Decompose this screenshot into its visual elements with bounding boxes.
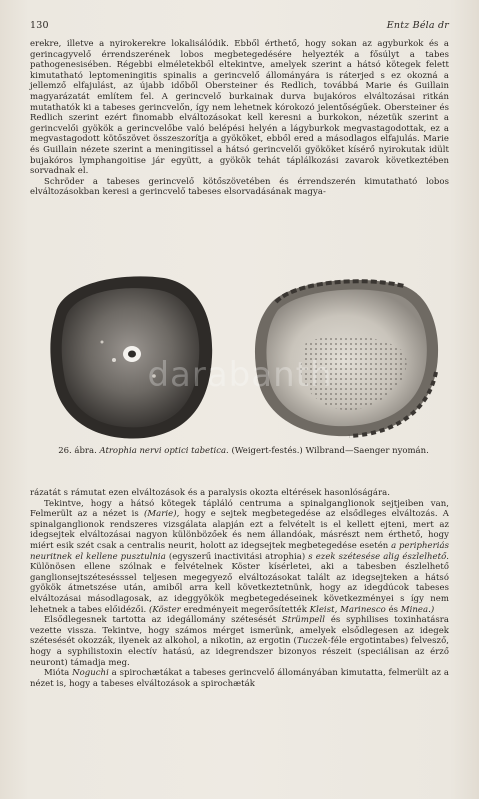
italic-run: (Marie),	[144, 509, 180, 520]
text-run: (egyszerű inactivitási atrophia)	[165, 551, 309, 562]
italic-run: s ezek szétesése alig észlelhető.	[308, 551, 449, 562]
figure-number: 26. ábra.	[58, 446, 97, 456]
watermark: darabanth	[147, 355, 333, 395]
italic-run: Strümpell	[281, 615, 326, 626]
bottom-text-block	[30, 488, 449, 689]
text-run: és	[385, 604, 401, 615]
figure-optic-nerve-sections	[44, 272, 444, 442]
italic-run: Tuczek	[296, 636, 328, 647]
italic-run: (Köster	[149, 604, 181, 615]
text-run: Tekintve, hogy a hátsó kötegek tápláló centruma a spinalganglionok sejtjeiben van, Felmerült az a nézet is	[30, 498, 449, 520]
right-section-image	[255, 280, 438, 436]
text-run: eredményeit megerősítették	[180, 604, 310, 615]
paragraph-continuation: rázatát s rámutat ezen elváltozások és a paralysis okozta eltérések hasonlóságára.	[30, 488, 391, 498]
left-section-image	[50, 276, 212, 438]
figure-caption	[46, 446, 441, 457]
italic-run: Minea.)	[400, 604, 435, 615]
figure-source: (Weigert-festés.) Wilbrand—Saenger nyomán.	[228, 446, 429, 456]
paragraph-strumpell	[30, 615, 449, 668]
page-number: 130	[30, 20, 49, 31]
top-text-block	[30, 39, 449, 198]
text-run: és syphilises toxinhatásra vezette vissza. Tekintve, hogy számos mérget ismerünk, amelyek elsődlegesen az idegek szétesését okozzák, ilyenek az alkohol, a nikotin, az ergotin (	[30, 615, 449, 647]
text-run: a spirochætákat a tabeses gerincvelő állományában kimutatta, felmerült az a nézet is, hogy a tabeses elváltozások a spirochæták	[30, 668, 449, 689]
text-run: Mióta	[44, 668, 73, 679]
paragraph-pathogenesis: erekre, illetve a nyirokerekre lokalisálódik. Ebből érthető, hogy sokan az agyburkok és a gerincagyvelő érrendszerének lobos megbetegedésére helyezték a fősúlyt a tabes pathogenesisében. Régebbi elméletekből eltekintve, amelyek szerint a hátsó kötegek felett kimutatható leptomeningitis spinalis a gerincvelő állományára is ráterjed s ez okozná a jellemző elfajulást, az újabb időből Obersteiner és Redlich, továbbá Marie és Guillain magyarázatát említem fel. A gerincvelő burkainak durva bujakóros elváltozásai ritkán mutathatók ki a tabeses gerincvelőn, így nem lehetnek kórokozó jelentőségűek. Obersteiner és Redlich szerint ezért finomabb elváltozásokat kell keresni a burkokon, nézetük szerint a gerincvelői gyökök a gerincvelőbe való belépési helyén a lágyburkok megvastagodottak, ez a megvastagodott kötőszövet összeszorítja a gyököket, ebből ered a másodlagos elfajulás. Marie és Guillain nézete szerint a meningitissel a hátsó gerincvelői gyököket kísérő nyirokutak idült bujakóros lymphangoitise jár együtt, a gyökök tehát táplálkozási zavarok következtében sorvadnak el.	[30, 39, 449, 177]
page-header	[30, 20, 449, 34]
figure-title: Atrophia nervi optici tabetica.	[99, 446, 229, 456]
text-run: Elsődlegesnek tartotta az idegállomány szétesését	[44, 615, 282, 626]
italic-run: a peripheriás neuritnek el kellene pusztulnia	[30, 540, 449, 562]
paragraph-noguchi	[30, 668, 449, 689]
running-head: Entz Béla dr	[386, 20, 449, 31]
paragraph-schroder: Schröder a tabeses gerincvelő kötőszövetében és érrendszerén kimutatható lobos elváltozásokban keresi a gerincvelő tabeses elsorvadásának magya-	[30, 176, 449, 198]
italic-run: Kleist, Marinesco	[309, 604, 386, 615]
text-run: Különösen ellene szólnak e felvételnek Köster kísérletei, aki a tabesben észlelhető ganglionsejtszétesésssel teljesen megegyező elváltozásokat talált az idegsejteken a hátsó gyökök átmetszése után, amiből arra kell következtetnünk, hogy az idegdúcok tabeses elváltozásai másodlagosak, az ideggyökök megbetegedéseinek következményei s így nem lehetnek a tabes előidézői.	[30, 562, 449, 615]
paragraph-spinalganglion	[30, 499, 449, 616]
text-run: -féle ergotintabes) felvesző, hogy a syphilistoxin electív hatású, az idegrendszer bizonyos részeit (speciálisan az érző neuront) támadja meg.	[30, 636, 449, 668]
italic-run: Noguchi	[72, 668, 109, 679]
text-run: hogy e sejtek megbetegedése az elsődleges elváltozás. A spinalganglionok rendszeres vizsgálata alapján ezt a felvételt is el kellett ejteni, mert az idegsejtek elváltozásai nagyon különbözőek és nem állandóak, másrészt nem érthető, hogy miért esik szét csak a centralis neurit, holott az idegsejtek megbetegedése esetén	[30, 509, 449, 551]
